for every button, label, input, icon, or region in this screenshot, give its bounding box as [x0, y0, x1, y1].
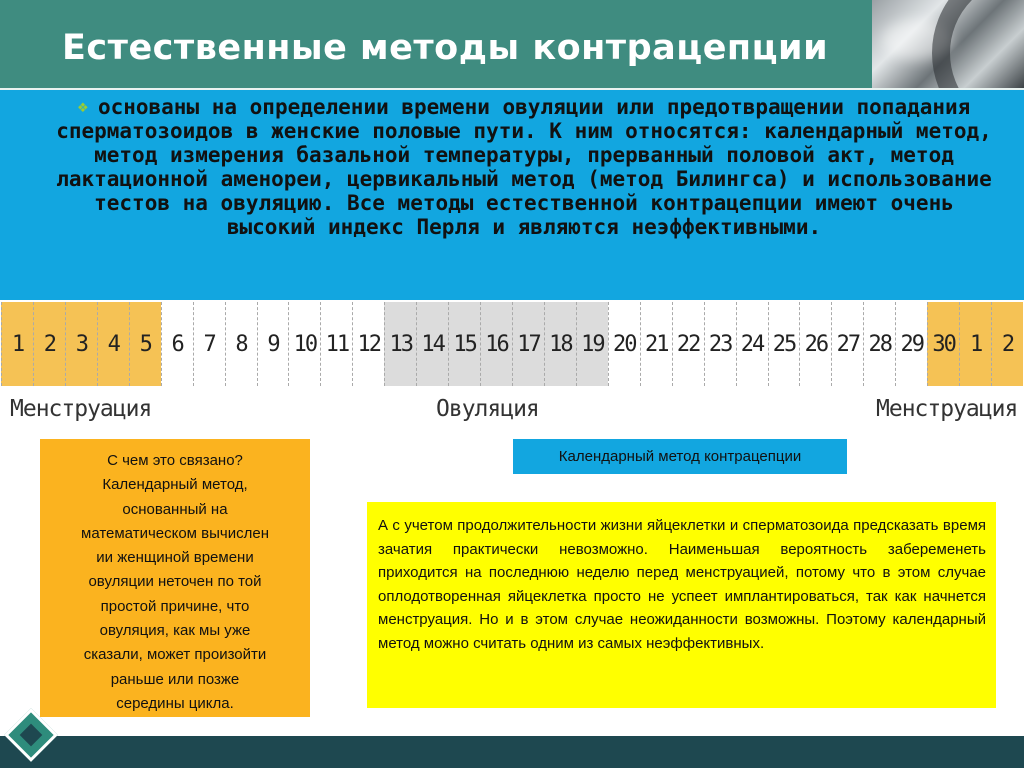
calendar-day-number: 1: [11, 331, 24, 357]
label-ovulation: Овуляция: [436, 396, 539, 422]
calendar-day-number: 24: [740, 331, 764, 357]
calendar-day-cell: [863, 302, 895, 386]
calendar-day-cell: [799, 302, 831, 386]
calendar-day-number: 1: [969, 331, 982, 357]
calendar-day-number: 8: [235, 331, 247, 357]
calendar-day-cell: [959, 302, 991, 386]
calendar-day-cell: [225, 302, 257, 386]
calendar-day-number: 25: [772, 331, 796, 357]
label-menstruation-end: Менструация: [876, 396, 1018, 422]
calendar-day-cell: [288, 302, 320, 386]
orange-note-line: раньше или позже: [110, 670, 240, 688]
calendar-day-number: 16: [485, 331, 508, 357]
calendar-day-number: 2: [1001, 331, 1014, 357]
calendar-day-number: 13: [389, 331, 412, 357]
calendar-day-number: 28: [868, 331, 892, 357]
calendar-day-cell: [672, 302, 704, 386]
calendar-day-number: 9: [267, 331, 279, 357]
label-menstruation-start: Менструация: [10, 396, 152, 422]
orange-note-line: основанный на: [122, 500, 228, 518]
calendar-day-number: 17: [517, 331, 540, 357]
calendar-day-number: 21: [644, 331, 668, 357]
orange-note-line: середины цикла.: [116, 694, 234, 712]
calendar-day-number: 22: [676, 331, 700, 357]
calendar-day-cell: [448, 302, 480, 386]
calendar-day-number: 23: [708, 331, 732, 357]
calendar-day-cell: [480, 302, 512, 386]
orange-note-line: овуляции неточен по той: [88, 573, 262, 591]
calendar-day-cell: [416, 302, 448, 386]
calendar-day-number: 27: [836, 331, 860, 357]
decorative-corner-image: [872, 0, 1024, 88]
calendar-day-number: 6: [171, 331, 183, 357]
calendar-day-number: 10: [293, 331, 317, 357]
yellow-note-text: А с учетом продолжительности жизни яйцеклетки и сперматозоида предсказать время зачатия практически невозможно. Наименьшая вероятность забеременеть приходится на последнюю неделю перед менструацией, потому что в этом случае оплодотворенная яйцеклетка просто не успеет имплантироваться, так как начнется менструация. Но и в этом случае неожиданности возможны. Поэтому календарный метод можно считать одним из самых неэффективных.: [378, 517, 986, 652]
calendar-day-number: 29: [900, 331, 923, 357]
calendar-day-cell: [33, 302, 65, 386]
calendar-day-cell: [161, 302, 193, 386]
calendar-day-number: 2: [43, 331, 56, 357]
calendar-day-number: 7: [203, 331, 215, 357]
calendar-day-number: 4: [107, 331, 119, 357]
calendar-day-number: 30: [932, 331, 955, 357]
calendar-day-cell: [193, 302, 225, 386]
calendar-day-cell: [895, 302, 927, 386]
orange-note-line: ии женщиной времени: [96, 549, 254, 567]
calendar-day-cell: [736, 302, 768, 386]
calendar-day-cell: [320, 302, 352, 386]
calendar-day-number: 18: [549, 331, 572, 357]
calendar-day-number: 20: [613, 331, 636, 357]
cycle-calendar: [1, 302, 1023, 386]
calendar-labels: [0, 396, 1024, 426]
orange-note-text: [50, 449, 300, 716]
calendar-day-number: 12: [357, 331, 381, 357]
calendar-day-cell: [927, 302, 959, 386]
calendar-day-number: 15: [453, 331, 476, 357]
calendar-day-cell: [640, 302, 672, 386]
calendar-day-cell: [768, 302, 800, 386]
calendar-day-cell: [576, 302, 608, 386]
calendar-day-cell: [831, 302, 863, 386]
calendar-day-cell: [512, 302, 544, 386]
orange-note-line: овуляция, как мы уже: [99, 622, 251, 640]
calendar-method-label: Календарный метод контрацепции: [513, 439, 847, 474]
calendar-day-number: 11: [325, 331, 349, 357]
calendar-day-cell: [384, 302, 416, 386]
orange-note-line: математическом вычислен: [81, 524, 269, 542]
orange-note-line: простой причине, что: [100, 597, 250, 615]
calendar-day-number: 26: [804, 331, 828, 357]
calendar-day-cell: [97, 302, 129, 386]
slide-footer: [0, 736, 1024, 768]
calendar-day-number: 14: [421, 331, 444, 357]
calendar-day-cell: [608, 302, 640, 386]
calendar-day-cell: [257, 302, 289, 386]
orange-note-line: С чем это связано?: [107, 452, 243, 469]
calendar-day-number: 19: [581, 331, 604, 357]
calendar-day-number: 5: [139, 331, 151, 357]
calendar-day-cell: [991, 302, 1023, 386]
calendar-day-cell: [129, 302, 161, 386]
corner-ring: [932, 0, 1024, 88]
calendar-day-cell: [1, 302, 33, 386]
calendar-day-cell: [704, 302, 736, 386]
orange-note-line: Календарный метод,: [102, 476, 248, 494]
calendar-day-number: 3: [75, 331, 87, 357]
intro-text-block: [44, 95, 1004, 239]
calendar-day-cell: [544, 302, 576, 386]
intro-text: основаны на определении времени овуляции или предотвращении попадания сперматозоидов в женские половые пути. К ним относятся: календарный метод, метод измерения базальной температуры, прерванный половой акт, метод лактационной аменореи, цервикальный метод (метод Билингса) и использование тестов на овуляцию. Все методы естественной контрацепции имеют очень высокий индекс Перля и являются неэффективными.: [56, 95, 992, 239]
slide-title: Естественные методы контрацепции: [62, 28, 829, 68]
calendar-day-cell: [352, 302, 384, 386]
diamond-bullet-icon: ❖: [77, 97, 88, 117]
orange-note-line: сказали, может произойти: [83, 646, 267, 664]
calendar-day-cell: [65, 302, 97, 386]
